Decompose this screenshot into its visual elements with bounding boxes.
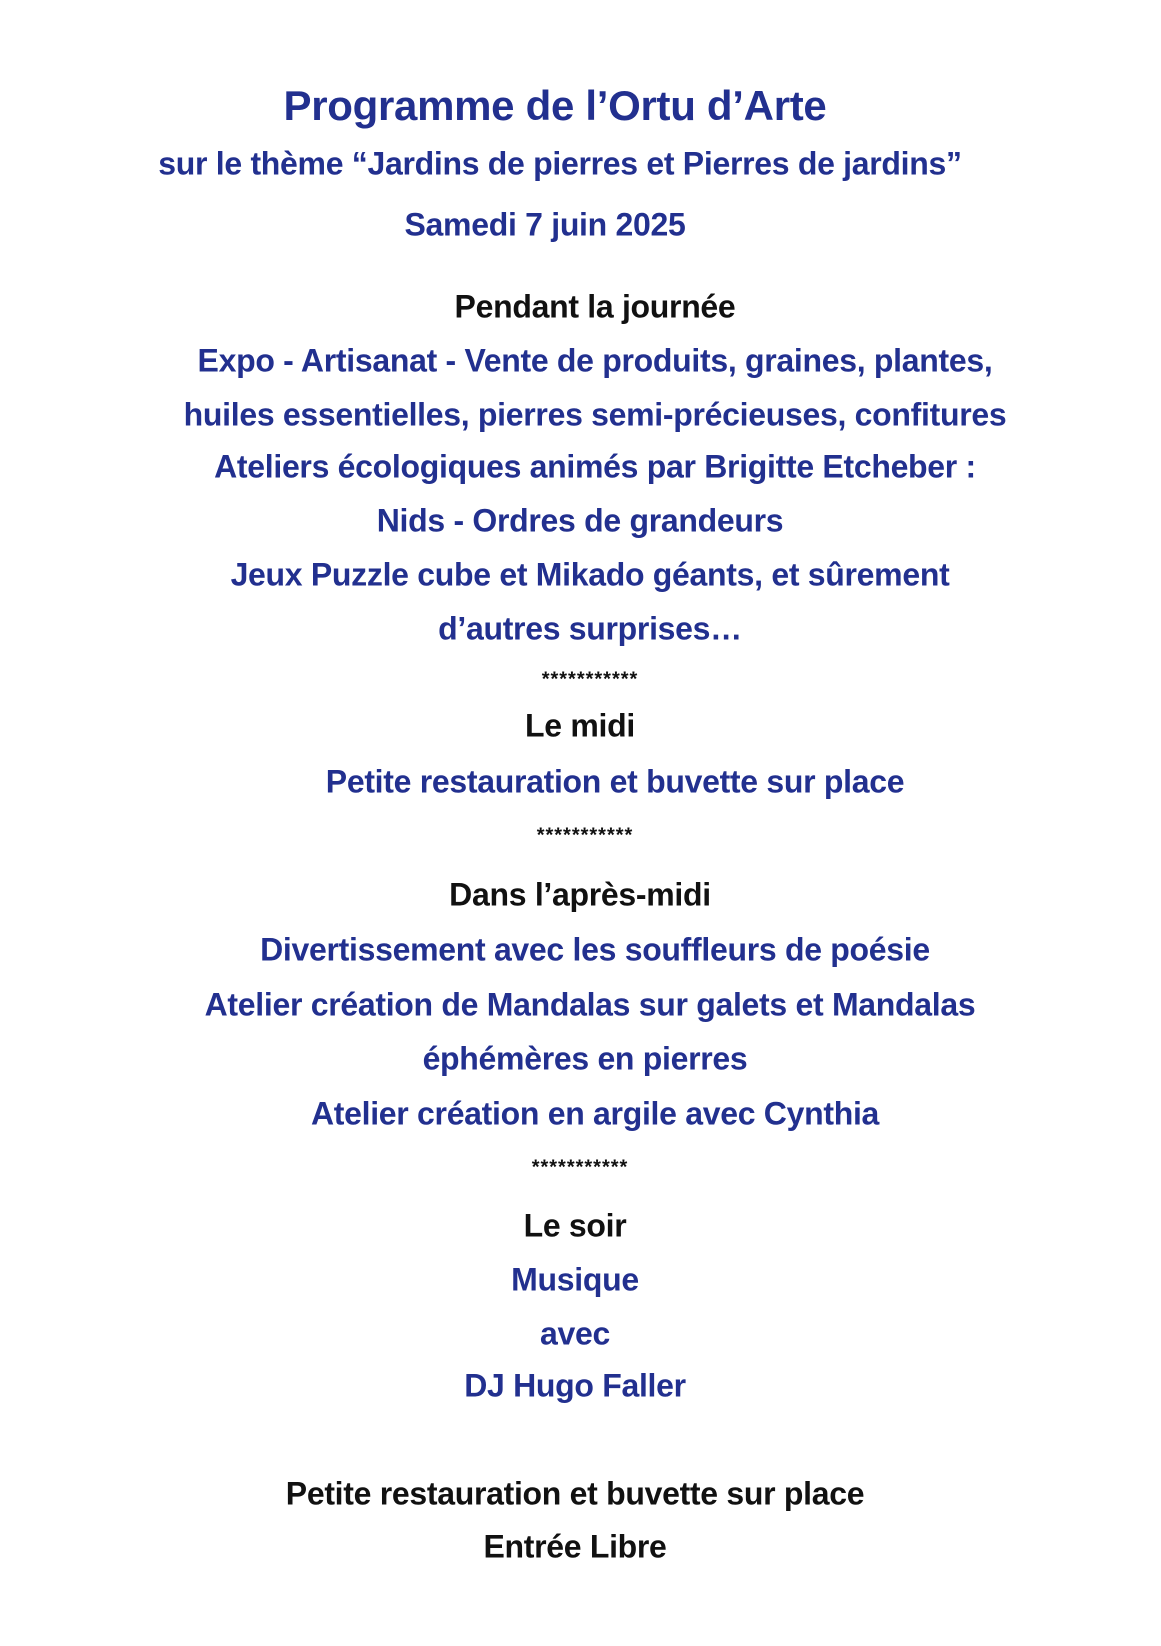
section-heading-afternoon: Dans l’après-midi xyxy=(449,876,711,913)
afternoon-line: Divertissement avec les souffleurs de poésie xyxy=(260,931,930,968)
evening-line: DJ Hugo Faller xyxy=(464,1367,686,1404)
event-date: Samedi 7 juin 2025 xyxy=(404,206,686,243)
day-line: Expo - Artisanat - Vente de produits, graines, plantes, xyxy=(197,342,993,379)
day-line: Ateliers écologiques animés par Brigitte Etcheber : xyxy=(214,448,976,485)
section-heading-evening: Le soir xyxy=(523,1207,627,1244)
day-line: huiles essentielles, pierres semi-précieuses, confitures xyxy=(183,396,1007,433)
separator: *********** xyxy=(541,668,639,691)
day-line: Nids - Ordres de grandeurs xyxy=(376,502,784,539)
evening-line: Musique xyxy=(511,1261,639,1298)
afternoon-line: Atelier création en argile avec Cynthia xyxy=(310,1095,880,1132)
footer-line: Entrée Libre xyxy=(483,1528,667,1565)
day-line: d’autres surprises… xyxy=(438,610,742,647)
section-heading-noon: Le midi xyxy=(525,707,635,744)
day-line: Jeux Puzzle cube et Mikado géants, et sûrement xyxy=(230,556,950,593)
afternoon-line: Atelier création de Mandalas sur galets et Mandalas xyxy=(204,986,976,1023)
afternoon-line: éphémères en pierres xyxy=(422,1040,748,1077)
separator: *********** xyxy=(531,1156,629,1179)
page-title: Programme de l’Ortu d’Arte xyxy=(283,82,827,129)
section-heading-day: Pendant la journée xyxy=(454,288,736,325)
footer-line: Petite restauration et buvette sur place xyxy=(285,1475,865,1512)
separator: *********** xyxy=(536,824,634,847)
noon-line: Petite restauration et buvette sur place xyxy=(325,763,905,800)
subtitle: sur le thème “Jardins de pierres et Pierres de jardins” xyxy=(158,145,962,182)
evening-line: avec xyxy=(540,1315,610,1352)
